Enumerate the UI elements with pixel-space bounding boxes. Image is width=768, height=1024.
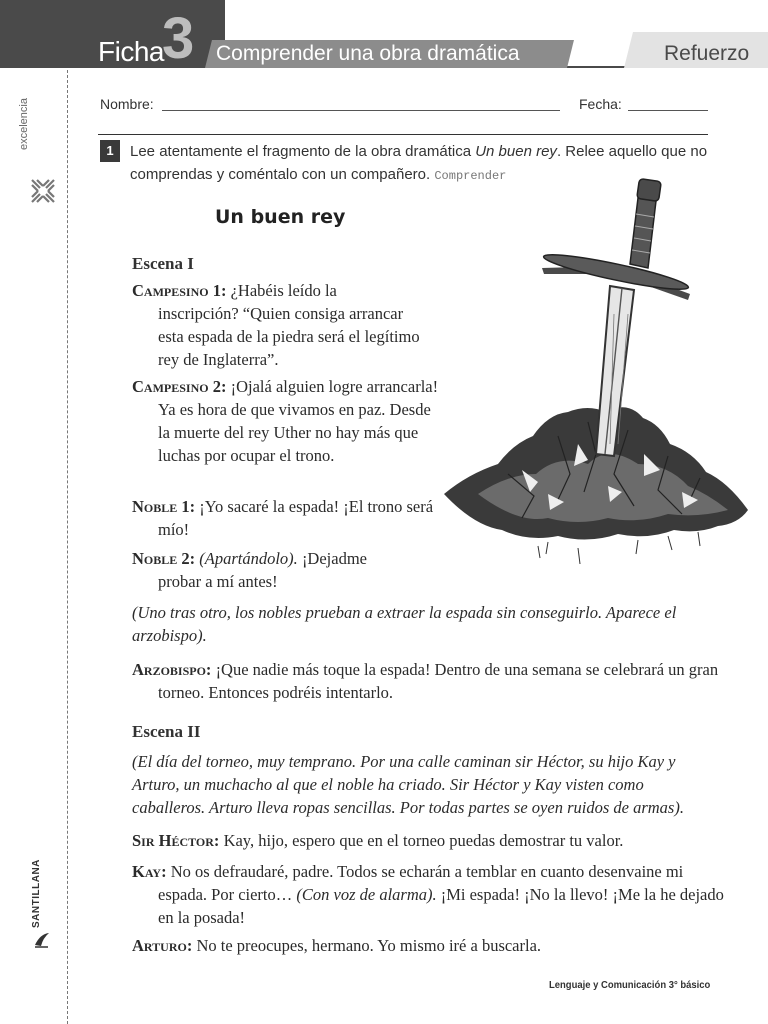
skill-tag: Comprender xyxy=(434,169,507,183)
dialogue-text: ¡Mi espada! ¡No la llevo! ¡Me la he dejado en la posada! xyxy=(158,885,724,927)
dialogue-line xyxy=(132,934,718,957)
excelencia-label: excelencia xyxy=(18,98,30,150)
instruction-part1: Lee atentamente el fragmento de la obra dramática xyxy=(130,143,476,160)
publisher-logo: SANTILLANA xyxy=(31,859,42,928)
page-footer: Lenguaje y Comunicación 3° básico xyxy=(549,979,711,991)
dialogue-text: ¡Dejadme probar a mí antes! xyxy=(158,549,367,591)
dialogue-text: ¡Que nadie más toque la espada! Dentro de una semana se celebrará un gran torneo. Entonces podréis intentarlo. xyxy=(158,660,719,702)
sword-in-stone-illustration xyxy=(438,174,754,588)
name-field[interactable] xyxy=(162,110,560,111)
stage-direction: (Apartándolo). xyxy=(199,549,298,568)
level-label: Refuerzo xyxy=(664,42,750,65)
cut-line xyxy=(67,70,68,1024)
dialogue-line xyxy=(132,829,718,852)
stage-direction: (Con voz de alarma). xyxy=(296,885,437,904)
instruction-part2: . Relee aquello que no comprendas y coméntalo con un compañero. xyxy=(130,143,708,183)
instruction-work-title: Un buen rey xyxy=(475,143,557,160)
santillana-logo-icon xyxy=(32,930,52,950)
dialogue-line xyxy=(132,658,723,704)
name-label: Nombre: xyxy=(100,96,154,112)
activity-number: 1 xyxy=(100,140,120,162)
page-title: Comprender una obra dramática xyxy=(216,42,520,65)
scene-heading: Escena II xyxy=(132,722,201,741)
dialogue-text: No os defraudaré, padre. Todos se echarán a temblar en cuanto desenvaine mi espada. Por cierto… xyxy=(158,862,684,904)
speaker-name: Sir Héctor: xyxy=(132,831,220,850)
scene-heading: Escena I xyxy=(132,254,194,273)
dialogue-text: ¡Yo sacaré la espada! ¡El trono será mío! xyxy=(158,497,434,539)
speaker-name: Arzobispo: xyxy=(132,660,212,679)
play-title: Un buen rey xyxy=(215,206,346,228)
dialogue-line xyxy=(132,547,398,593)
dialogue-line xyxy=(132,495,438,541)
speaker-name: Campesino 2: xyxy=(132,377,227,396)
speaker-name: Arturo: xyxy=(132,936,193,955)
date-label: Fecha: xyxy=(579,96,622,112)
dialogue-line xyxy=(132,279,420,371)
page-header xyxy=(0,0,768,71)
speaker-name: Campesino 1: xyxy=(132,281,227,300)
dialogue-line xyxy=(132,860,728,929)
speaker-name: Noble 1: xyxy=(132,497,196,516)
stage-direction-block: (El día del torneo, muy temprano. Por una calle caminan sir Héctor, su hijo Kay y Arturo, un muchacho al que el noble ha criado. Sir Héctor y Kay visten como caballeros. Arturo lleva ropas sencillas. Por todas partes se oyen ruidos de armas). xyxy=(132,752,684,817)
section-divider xyxy=(98,134,708,135)
excelencia-logo-icon xyxy=(28,176,58,206)
ficha-number: 3 xyxy=(162,6,195,71)
dialogue-text: No te preocupes, hermano. Yo mismo iré a buscarla. xyxy=(196,936,542,955)
ficha-label: Ficha xyxy=(98,36,164,67)
stage-direction-block: (Uno tras otro, los nobles prueban a extraer la espada sin conseguirlo. Aparece el arzobispo). xyxy=(132,603,677,645)
speaker-name: Noble 2: xyxy=(132,549,196,568)
dialogue-text: ¡Ojalá alguien logre arrancarla! Ya es hora de que vivamos en paz. Desde la muerte del rey Uther no hay más que luchas por ocupar el trono. xyxy=(158,377,439,465)
dialogue-text: Kay, hijo, espero que en el torneo puedas demostrar tu valor. xyxy=(223,831,624,850)
speaker-name: Kay: xyxy=(132,862,167,881)
date-field[interactable] xyxy=(628,110,708,111)
dialogue-line xyxy=(132,375,443,467)
dialogue-text: ¿Habéis leído la inscripción? “Quien consiga arrancar esta espada de la piedra será el legítimo rey de Inglaterra”. xyxy=(158,281,420,369)
